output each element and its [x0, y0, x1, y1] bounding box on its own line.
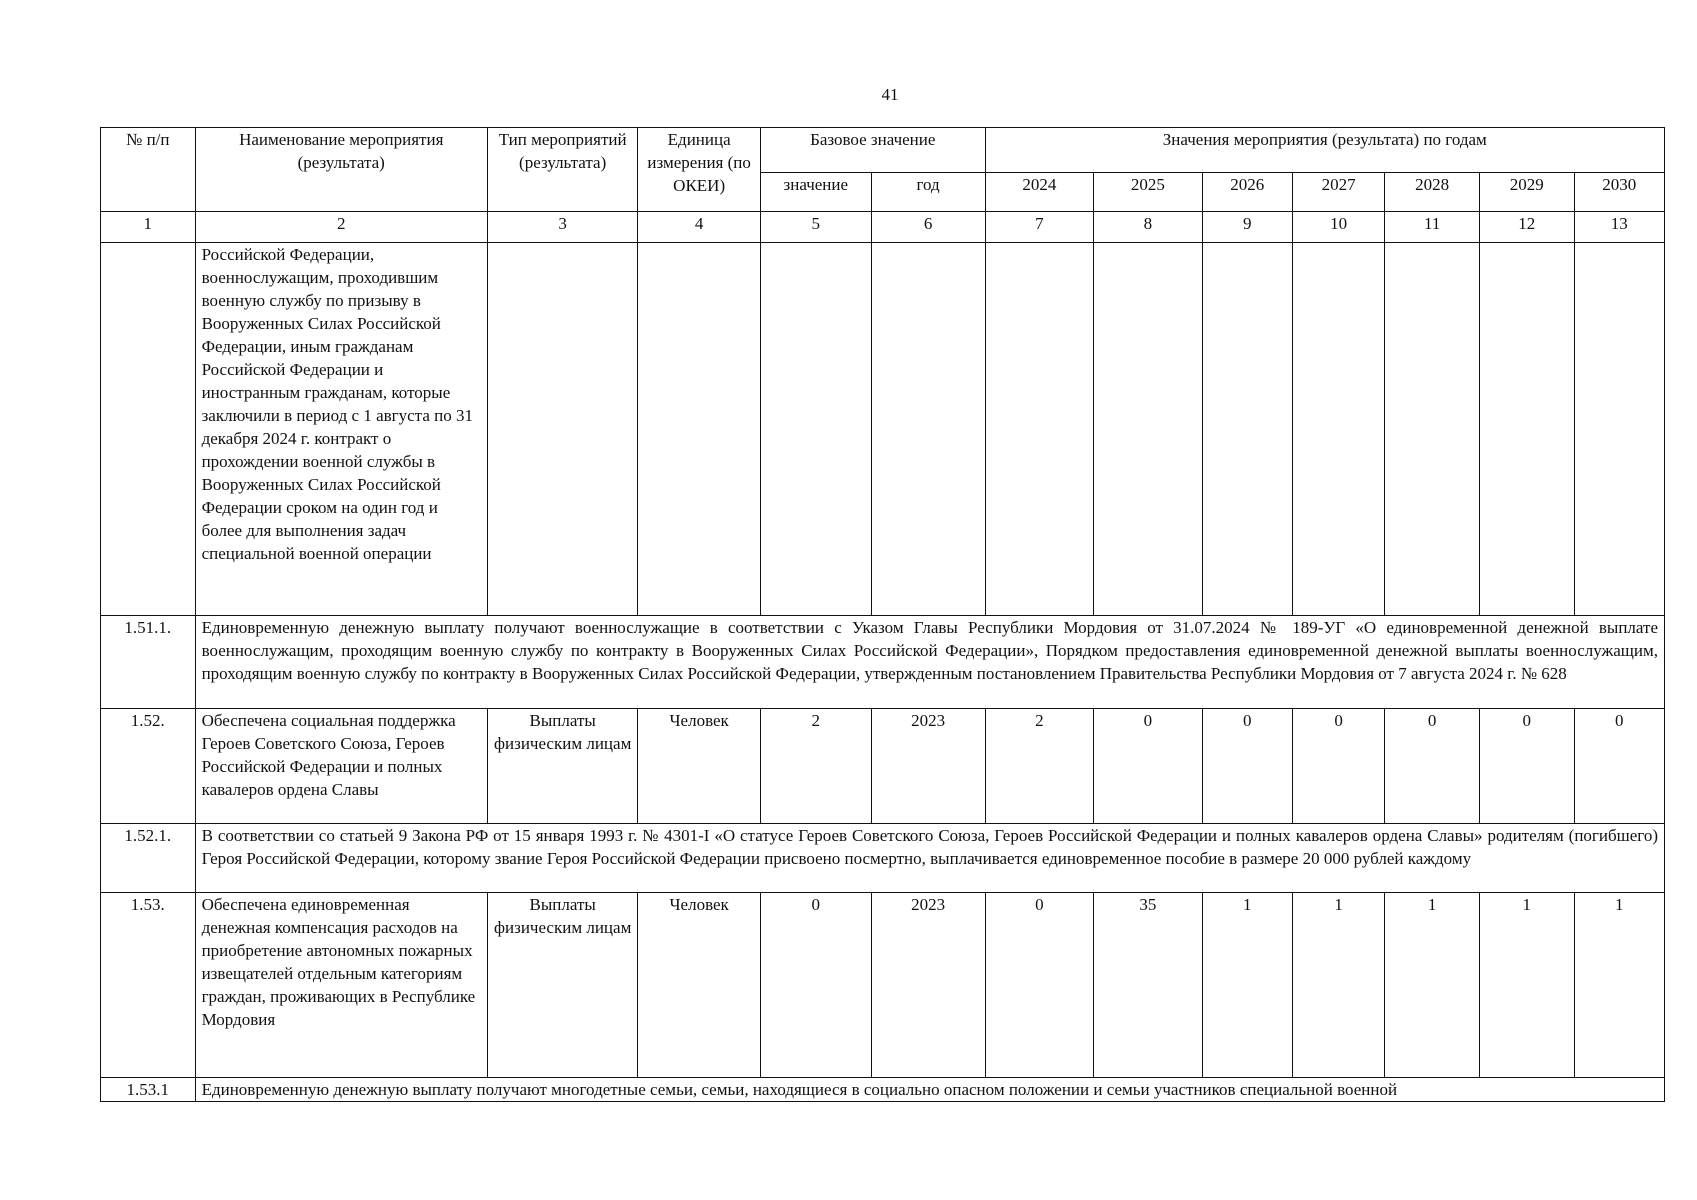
row-value-2030: 0	[1574, 709, 1664, 824]
column-index: 13	[1574, 212, 1664, 243]
row-unit: Человек	[638, 893, 761, 1078]
note-row	[101, 616, 1665, 709]
row-value-2026: 0	[1202, 709, 1292, 824]
row-value-2029: 0	[1479, 709, 1574, 824]
row-value-2024: 0	[985, 893, 1094, 1078]
header-type: Тип мероприятий (результата)	[487, 128, 637, 212]
column-index-row	[101, 212, 1665, 243]
header-year: 2027	[1292, 173, 1384, 212]
column-index: 4	[638, 212, 761, 243]
row-base-year: 2023	[871, 709, 985, 824]
row-num	[101, 243, 196, 616]
row-num: 1.51.1.	[101, 616, 196, 709]
row-base-value	[760, 243, 871, 616]
row-unit: Человек	[638, 709, 761, 824]
row-note: В соответствии со статьей 9 Закона РФ от 15 января 1993 г. № 4301-I «О статусе Героев Советского Союза, Героев Российской Федерации и полных кавалеров ордена Славы» родителям (погибшего) Героя Российской Федерации, которому звание Героя Российской Федерации присвоено посмертно, выплачивается единовременное пособие в размере 20 000 рублей каждому	[195, 824, 1664, 893]
row-name: Российской Федерации, военнослужащим, проходившим военную службу по призыву в Вооруженных Силах Российской Федерации, иным гражданам Российской Федерации и иностранным гражданам, которые заключили в период с 1 августа по 31 декабря 2024 г. контракт о прохождении военной службы в Вооруженных Силах Российской Федерации сроком на один год и более для выполнения задач специальной военной операции	[195, 243, 487, 616]
row-value-2025: 35	[1094, 893, 1203, 1078]
column-index: 1	[101, 212, 196, 243]
row-type: Выплаты физическим лицам	[487, 893, 637, 1078]
header-name: Наименование мероприятия (результата)	[195, 128, 487, 212]
header-base: Базовое значение	[760, 128, 985, 173]
row-value-2030: 1	[1574, 893, 1664, 1078]
row-value	[1292, 243, 1384, 616]
header-year: 2030	[1574, 173, 1664, 212]
header-row	[101, 128, 1665, 173]
column-index: 5	[760, 212, 871, 243]
header-base-value: значение	[760, 173, 871, 212]
row-name: Обеспечена социальная поддержка Героев Советского Союза, Героев Российской Федерации и полных кавалеров ордена Славы	[195, 709, 487, 824]
row-type: Выплаты физическим лицам	[487, 709, 637, 824]
header-unit: Единица измерения (по ОКЕИ)	[638, 128, 761, 212]
header-num: № п/п	[101, 128, 196, 212]
note-row	[101, 824, 1665, 893]
row-value	[1385, 243, 1480, 616]
row-value-2027: 0	[1292, 709, 1384, 824]
row-num: 1.53.	[101, 893, 196, 1078]
results-table	[100, 127, 1665, 1102]
row-type	[487, 243, 637, 616]
row-value-2027: 1	[1292, 893, 1384, 1078]
header-year: 2028	[1385, 173, 1480, 212]
table-row	[101, 243, 1665, 616]
row-value-2024: 2	[985, 709, 1094, 824]
note-row	[101, 1078, 1665, 1102]
row-base-value: 0	[760, 893, 871, 1078]
table-row	[101, 893, 1665, 1078]
header-year: 2024	[985, 173, 1094, 212]
column-index: 2	[195, 212, 487, 243]
header-year: 2025	[1094, 173, 1203, 212]
row-base-value: 2	[760, 709, 871, 824]
row-num: 1.52.1.	[101, 824, 196, 893]
row-unit	[638, 243, 761, 616]
row-value-2028: 1	[1385, 893, 1480, 1078]
row-value	[1094, 243, 1203, 616]
column-index: 6	[871, 212, 985, 243]
row-note: Единовременную денежную выплату получают многодетные семьи, семьи, находящиеся в социально опасном положении и семьи участников специальной военной	[195, 1078, 1664, 1102]
row-num: 1.53.1	[101, 1078, 196, 1102]
row-num: 1.52.	[101, 709, 196, 824]
column-index: 10	[1292, 212, 1384, 243]
table-row	[101, 709, 1665, 824]
row-value-2026: 1	[1202, 893, 1292, 1078]
column-index: 7	[985, 212, 1094, 243]
row-value	[1202, 243, 1292, 616]
row-note: Единовременную денежную выплату получают военнослужащие в соответствии с Указом Главы Республики Мордовия от 31.07.2024 № 189-УГ «О единовременной денежной выплате военнослужащим, проходящим военную службу по контракту в Вооруженных Силах Российской Федерации», Порядком предоставления единовременной денежной выплаты военнослужащим, проходящим военную службу по контракту в Вооруженных Силах Российской Федерации, утвержденным постановлением Правительства Республики Мордовия от 7 августа 2024 г. № 628	[195, 616, 1664, 709]
row-value	[1574, 243, 1664, 616]
row-value-2028: 0	[1385, 709, 1480, 824]
header-year: 2026	[1202, 173, 1292, 212]
column-index: 9	[1202, 212, 1292, 243]
row-value	[985, 243, 1094, 616]
page-number: 41	[881, 85, 899, 104]
row-value	[1479, 243, 1574, 616]
column-index: 12	[1479, 212, 1574, 243]
header-base-year: год	[871, 173, 985, 212]
row-value-2029: 1	[1479, 893, 1574, 1078]
column-index: 3	[487, 212, 637, 243]
row-name: Обеспечена единовременная денежная компенсация расходов на приобретение автономных пожарных извещателей отдельным категориям граждан, проживающих в Республике Мордовия	[195, 893, 487, 1078]
column-index: 8	[1094, 212, 1203, 243]
header-years-title: Значения мероприятия (результата) по годам	[985, 128, 1664, 173]
row-base-year	[871, 243, 985, 616]
row-value-2025: 0	[1094, 709, 1203, 824]
column-index: 11	[1385, 212, 1480, 243]
header-year: 2029	[1479, 173, 1574, 212]
row-base-year: 2023	[871, 893, 985, 1078]
